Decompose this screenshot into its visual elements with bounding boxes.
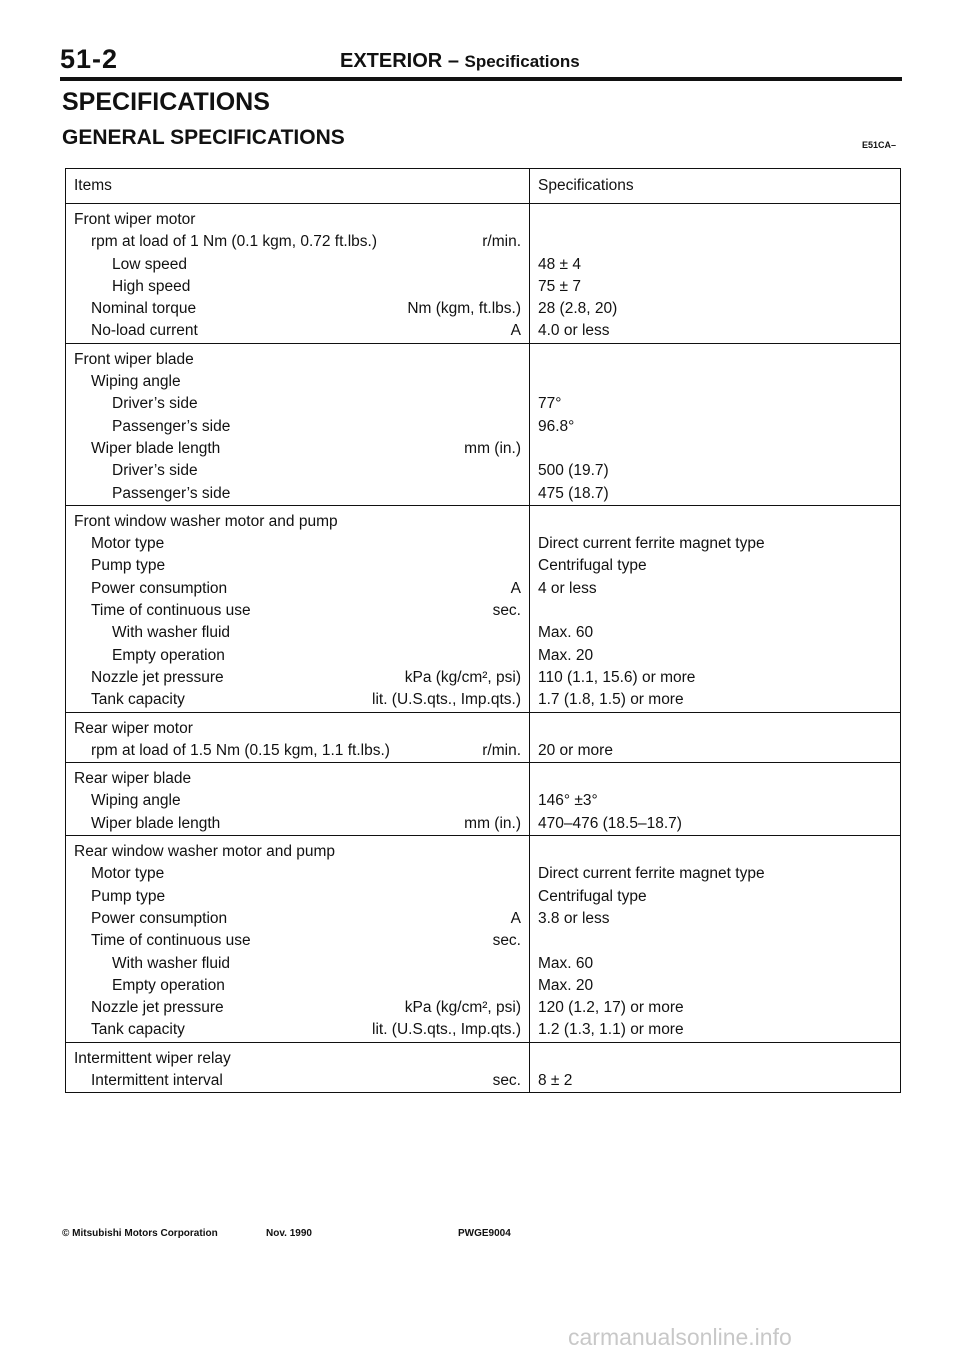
spec-value: 96.8°: [538, 417, 575, 435]
item-unit: kPa (kg/cm², psi): [404, 668, 521, 686]
item-label: Passenger’s side: [112, 484, 231, 502]
item-label: Time of continuous use: [91, 602, 251, 620]
item-line: [74, 1070, 521, 1092]
item-label: Tank capacity: [91, 1021, 185, 1039]
spec-value: 48 ± 4: [538, 255, 581, 273]
page-number: 51-2: [60, 44, 119, 74]
specs-header: Specifications: [538, 177, 634, 194]
item-label: No-load current: [91, 322, 198, 340]
item-line: [74, 298, 521, 320]
header-separator: –: [447, 50, 459, 72]
items-cell: [66, 204, 530, 343]
item-line: [74, 438, 521, 460]
spec-group-row: [66, 763, 900, 836]
item-label: Front window washer motor and pump: [74, 512, 338, 530]
item-line: [74, 320, 521, 342]
section-code: E51CA–: [862, 140, 897, 150]
item-line: [74, 533, 521, 555]
item-line: [74, 555, 521, 577]
item-label: Power consumption: [91, 909, 228, 927]
item-label: Rear wiper motor: [74, 719, 193, 737]
item-line: [74, 276, 521, 298]
items-header: Items: [74, 177, 112, 194]
item-label: Wiping angle: [91, 792, 181, 810]
spec-group-row: [66, 204, 900, 344]
item-label: Nominal torque: [91, 300, 197, 318]
specs-cell: [530, 204, 900, 343]
spec-value: [538, 930, 900, 952]
spec-value: [538, 209, 900, 231]
table-header-row: [66, 169, 900, 204]
item-label: High speed: [112, 277, 191, 295]
item-unit: sec.: [492, 932, 521, 950]
spec-value: 146° ±3°: [538, 792, 598, 810]
item-label: With washer fluid: [112, 954, 231, 972]
item-label: Intermittent wiper relay: [74, 1049, 231, 1067]
item-line: [74, 930, 521, 952]
items-cell: [66, 713, 530, 763]
specs-cell: [530, 506, 900, 712]
item-line: [74, 667, 521, 689]
item-line: [74, 975, 521, 997]
item-label: Motor type: [91, 865, 165, 883]
spec-value: [538, 768, 900, 790]
item-line: [74, 600, 521, 622]
item-line: [74, 460, 521, 482]
spec-value: Direct current ferrite magnet type: [538, 535, 765, 553]
spec-value: Max. 60: [538, 624, 594, 642]
item-unit: kPa (kg/cm², psi): [404, 999, 521, 1017]
spec-value: 1.7 (1.8, 1.5) or more: [538, 691, 684, 709]
item-unit: sec.: [492, 1071, 521, 1089]
item-label: Power consumption: [91, 579, 228, 597]
item-line: [74, 483, 521, 505]
spec-value: [538, 1048, 900, 1070]
item-unit: sec.: [492, 602, 521, 620]
item-line: [74, 740, 521, 762]
item-line: [74, 416, 521, 438]
item-line: [74, 863, 521, 885]
spec-value: Max. 20: [538, 976, 594, 994]
item-line: [74, 886, 521, 908]
spec-value: [538, 438, 900, 460]
spec-value: 475 (18.7): [538, 484, 609, 502]
item-label: Empty operation: [112, 976, 225, 994]
item-label: Driver’s side: [112, 395, 198, 413]
spec-value: Max. 60: [538, 954, 594, 972]
item-unit: A: [510, 322, 521, 340]
item-label: Wiper blade length: [91, 814, 221, 832]
item-line: [74, 768, 521, 790]
spec-value: 3.8 or less: [538, 909, 610, 927]
spec-value: 4.0 or less: [538, 322, 610, 340]
spec-value: [538, 841, 900, 863]
footer-copyright: © Mitsubishi Motors Corporation: [62, 1228, 218, 1239]
spec-value: [538, 349, 900, 371]
spec-value: 1.2 (1.3, 1.1) or more: [538, 1021, 684, 1039]
item-line: [74, 1048, 521, 1070]
item-line: [74, 254, 521, 276]
item-label: Intermittent interval: [91, 1071, 223, 1089]
item-line: [74, 908, 521, 930]
watermark: carmanualsonline.info: [568, 1324, 792, 1350]
spec-group-row: [66, 1043, 900, 1093]
item-line: [74, 511, 521, 533]
spec-value: 4 or less: [538, 579, 597, 597]
item-label: Rear wiper blade: [74, 770, 192, 788]
spec-value: Centrifugal type: [538, 887, 647, 905]
specs-cell: [530, 836, 900, 1042]
spec-group-row: [66, 506, 900, 713]
spec-value: 8 ± 2: [538, 1071, 573, 1089]
spec-value: 77°: [538, 395, 562, 413]
item-line: [74, 790, 521, 812]
spec-value: 75 ± 7: [538, 277, 581, 295]
header-section: EXTERIOR: [340, 50, 443, 72]
item-label: Rear window washer motor and pump: [74, 843, 336, 861]
item-label: Nozzle jet pressure: [91, 999, 224, 1017]
spec-value: Direct current ferrite magnet type: [538, 865, 765, 883]
item-label: Tank capacity: [91, 691, 185, 709]
item-line: [74, 231, 521, 253]
spec-value: Centrifugal type: [538, 557, 647, 575]
specs-cell: [530, 1043, 900, 1093]
item-label: Pump type: [91, 887, 166, 905]
item-unit: Nm (kgm, ft.lbs.): [407, 300, 521, 318]
item-line: [74, 645, 521, 667]
header-title: [340, 50, 580, 73]
item-label: Empty operation: [112, 646, 225, 664]
item-label: Wiper blade length: [91, 439, 221, 457]
item-unit: mm (in.): [464, 814, 521, 832]
item-label: rpm at load of 1.5 Nm (0.15 kgm, 1.1 ft.lbs.): [91, 741, 390, 759]
item-line: [74, 997, 521, 1019]
item-label: Passenger’s side: [112, 417, 231, 435]
spec-value: [538, 371, 900, 393]
spec-group-row: [66, 836, 900, 1043]
items-header-cell: [66, 169, 530, 203]
spec-value: [538, 718, 900, 740]
items-cell: [66, 1043, 530, 1093]
specs-cell: [530, 713, 900, 763]
item-line: [74, 953, 521, 975]
spec-value: [538, 231, 900, 253]
specs-cell: [530, 344, 900, 505]
header-rule: [60, 77, 902, 81]
item-line: [74, 718, 521, 740]
item-line: [74, 371, 521, 393]
spec-value: [538, 511, 900, 533]
page-title: SPECIFICATIONS: [62, 88, 270, 116]
item-line: [74, 841, 521, 863]
item-label: rpm at load of 1 Nm (0.1 kgm, 0.72 ft.lbs.): [91, 233, 378, 251]
specs-cell: [530, 763, 900, 835]
spec-value: 120 (1.2, 17) or more: [538, 999, 684, 1017]
item-label: Time of continuous use: [91, 932, 251, 950]
spec-value: [538, 600, 900, 622]
items-cell: [66, 836, 530, 1042]
specs-header-cell: [530, 169, 900, 203]
item-line: [74, 689, 521, 711]
spec-group-row: [66, 344, 900, 506]
footer-doc-code: PWGE9004: [458, 1228, 511, 1239]
item-line: [74, 393, 521, 415]
item-label: Pump type: [91, 557, 166, 575]
spec-value: 20 or more: [538, 741, 613, 759]
items-cell: [66, 344, 530, 505]
item-label: Low speed: [112, 255, 187, 273]
spec-value: 470–476 (18.5–18.7): [538, 814, 682, 832]
footer-date: Nov. 1990: [266, 1228, 312, 1239]
item-label: Nozzle jet pressure: [91, 668, 224, 686]
item-unit: r/min.: [482, 233, 521, 251]
item-line: [74, 209, 521, 231]
item-line: [74, 349, 521, 371]
spec-value: Max. 20: [538, 646, 594, 664]
item-label: Front wiper blade: [74, 350, 194, 368]
item-label: Wiping angle: [91, 373, 181, 391]
items-cell: [66, 763, 530, 835]
section-title: GENERAL SPECIFICATIONS: [62, 126, 345, 149]
item-line: [74, 622, 521, 644]
item-label: Front wiper motor: [74, 211, 196, 228]
spec-value: 28 (2.8, 20): [538, 300, 618, 318]
spec-group-row: [66, 713, 900, 764]
spec-table: [65, 168, 901, 1093]
items-cell: [66, 506, 530, 712]
spec-value: 110 (1.1, 15.6) or more: [538, 668, 696, 686]
item-line: [74, 813, 521, 835]
item-unit: lit. (U.S.qts., Imp.qts.): [372, 691, 521, 709]
item-unit: A: [510, 579, 521, 597]
item-line: [74, 1019, 521, 1041]
item-unit: mm (in.): [464, 439, 521, 457]
item-line: [74, 578, 521, 600]
item-label: Motor type: [91, 535, 165, 553]
item-unit: A: [510, 909, 521, 927]
header-subsection: Specifications: [464, 52, 580, 71]
item-unit: lit. (U.S.qts., Imp.qts.): [372, 1021, 521, 1039]
item-unit: r/min.: [482, 741, 521, 759]
item-label: Driver’s side: [112, 462, 198, 480]
spec-value: 500 (19.7): [538, 462, 609, 480]
item-label: With washer fluid: [112, 624, 231, 642]
